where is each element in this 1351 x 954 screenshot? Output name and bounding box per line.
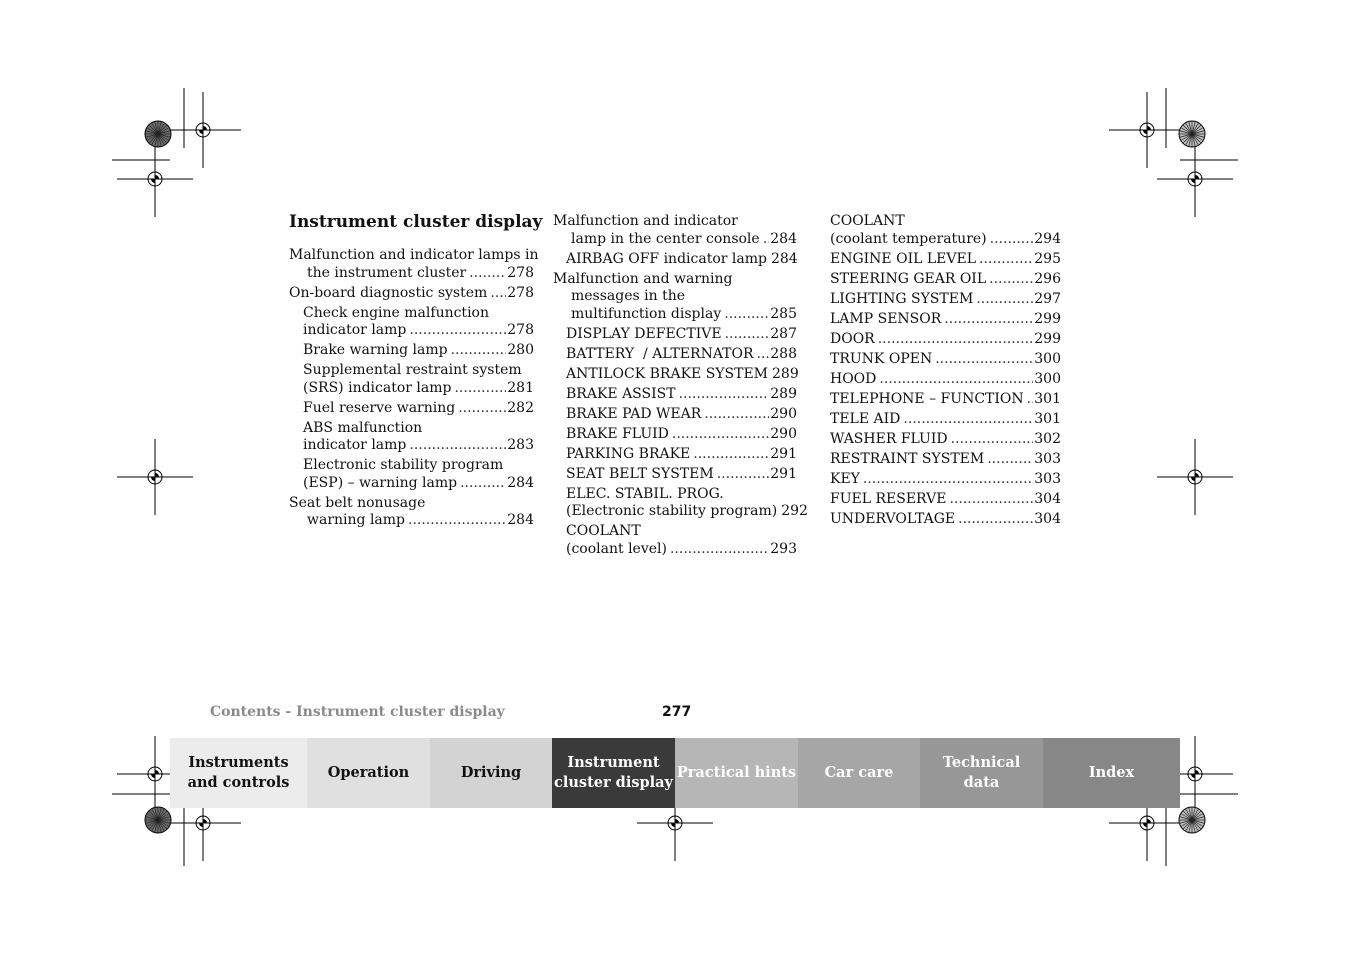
index-entry-text: (ESP) – warning lamp bbox=[303, 474, 458, 491]
index-entry-text: On-board diagnostic system bbox=[289, 284, 488, 301]
index-entry-line bbox=[830, 491, 1061, 509]
index-entry bbox=[553, 251, 797, 269]
registration-target-icon bbox=[165, 92, 241, 168]
index-entry bbox=[553, 426, 797, 444]
index-entry-line bbox=[830, 471, 1061, 489]
dot-leader bbox=[876, 371, 1033, 389]
index-entry-line bbox=[553, 271, 797, 289]
index-entry-line bbox=[830, 351, 1061, 369]
index-page-ref[interactable]: 295 bbox=[1034, 250, 1061, 267]
index-column-3 bbox=[830, 213, 1061, 531]
index-entry-line bbox=[566, 251, 797, 269]
index-page-ref[interactable]: 292 bbox=[781, 503, 808, 519]
index-page-ref[interactable]: 281 bbox=[507, 379, 534, 396]
index-page-ref[interactable]: 299 bbox=[1034, 310, 1061, 327]
dot-leader bbox=[754, 346, 770, 364]
index-entry-text: PARKING BRAKE bbox=[566, 445, 691, 462]
index-page-ref[interactable]: 301 bbox=[1034, 410, 1061, 427]
index-entry bbox=[553, 366, 797, 384]
index-column-1 bbox=[289, 247, 539, 532]
index-entry-line bbox=[303, 400, 534, 418]
index-entry bbox=[553, 485, 808, 521]
index-entry-text: STEERING GEAR OIL bbox=[830, 270, 987, 287]
registration-target-icon bbox=[1109, 92, 1185, 168]
index-entry-line bbox=[566, 346, 797, 364]
dot-leader bbox=[973, 291, 1033, 309]
dot-leader bbox=[986, 271, 1033, 289]
index-entry bbox=[830, 451, 1061, 469]
dot-leader bbox=[455, 400, 506, 418]
index-entry-line bbox=[289, 495, 534, 513]
index-entry-text: KEY bbox=[830, 470, 860, 487]
page-title: Instrument cluster display bbox=[289, 212, 543, 232]
index-entry bbox=[830, 371, 1061, 389]
index-entry-line bbox=[830, 271, 1061, 289]
tab-instrument-cluster-display[interactable] bbox=[552, 738, 675, 808]
index-entry-line bbox=[830, 411, 1061, 429]
index-entry-line bbox=[566, 426, 797, 444]
index-entry bbox=[830, 431, 1061, 449]
index-entry bbox=[553, 326, 797, 344]
index-entry-line bbox=[830, 291, 1061, 309]
index-page-ref[interactable]: 299 bbox=[1034, 330, 1061, 347]
index-page-ref[interactable]: 285 bbox=[770, 305, 797, 322]
dot-leader bbox=[860, 471, 1033, 489]
index-entry-text: indicator lamp bbox=[303, 322, 407, 338]
index-entry bbox=[289, 457, 534, 492]
index-entry-text: TRUNK OPEN bbox=[830, 350, 933, 367]
index-entry bbox=[830, 351, 1061, 369]
dot-leader bbox=[721, 306, 769, 324]
tab-label: Index bbox=[1088, 764, 1135, 781]
index-entry-text: ENGINE OIL LEVEL bbox=[830, 250, 977, 267]
index-page-ref[interactable]: 291 bbox=[770, 465, 797, 482]
color-star-target-icon bbox=[1179, 807, 1205, 833]
index-page-ref[interactable]: 280 bbox=[507, 342, 534, 358]
index-entry-line bbox=[566, 503, 808, 521]
index-page-ref[interactable]: 287 bbox=[770, 325, 797, 342]
index-page-ref[interactable]: 303 bbox=[1034, 470, 1061, 487]
index-entry-line bbox=[553, 231, 797, 249]
dot-leader bbox=[667, 541, 769, 559]
index-page-ref[interactable]: 290 bbox=[770, 405, 797, 422]
index-entry-line bbox=[553, 213, 797, 231]
index-entry bbox=[830, 331, 1061, 349]
index-page-ref[interactable]: 283 bbox=[507, 437, 534, 453]
index-page-ref[interactable]: 300 bbox=[1034, 370, 1061, 387]
index-entry bbox=[289, 247, 539, 282]
color-star-target-icon bbox=[1179, 121, 1205, 147]
index-entry-line bbox=[303, 322, 534, 340]
dot-leader bbox=[676, 386, 770, 404]
index-entry bbox=[289, 305, 534, 340]
index-entry-text: the instrument cluster bbox=[307, 264, 467, 281]
index-entry-text: COOLANT bbox=[566, 523, 641, 539]
tab-label: Driving bbox=[460, 764, 522, 781]
index-page-ref[interactable]: 284 bbox=[507, 474, 534, 491]
index-entry-line bbox=[830, 431, 1061, 449]
index-entry-text: messages in the bbox=[571, 288, 686, 304]
index-entry-line bbox=[830, 371, 1061, 389]
dot-leader bbox=[948, 431, 1034, 449]
tab-label: Car care bbox=[824, 764, 894, 781]
index-entry-line bbox=[566, 523, 797, 541]
index-entry-text: WASHER FLUID bbox=[830, 430, 948, 447]
index-entry bbox=[830, 511, 1061, 529]
index-entry-line bbox=[566, 486, 797, 504]
index-entry-line bbox=[566, 466, 797, 484]
index-entry bbox=[830, 251, 1061, 269]
index-entry-line bbox=[830, 251, 1061, 269]
color-star-target-icon bbox=[145, 807, 171, 833]
index-entry bbox=[553, 346, 797, 364]
index-entry-line bbox=[289, 285, 534, 303]
dot-leader bbox=[976, 251, 1033, 269]
index-entry-line bbox=[303, 342, 534, 360]
index-entry-text: BRAKE PAD WEAR bbox=[566, 405, 702, 422]
index-entry bbox=[830, 471, 1061, 489]
index-entry-line bbox=[553, 306, 797, 324]
dot-leader bbox=[405, 512, 506, 530]
index-entry-text: FUEL RESERVE bbox=[830, 490, 947, 507]
index-page-ref[interactable]: 297 bbox=[1034, 290, 1061, 307]
tab-practical-hints[interactable] bbox=[675, 738, 798, 808]
index-entry-text: ABS malfunction bbox=[303, 419, 423, 436]
tab-car-care[interactable] bbox=[798, 738, 920, 808]
index-entry-text: indicator lamp bbox=[303, 437, 407, 453]
index-entry-text: Fuel reserve warning bbox=[303, 399, 456, 416]
index-entry bbox=[830, 491, 1061, 509]
index-entry-line bbox=[303, 457, 534, 475]
index-entry bbox=[289, 495, 534, 530]
dot-leader bbox=[406, 322, 506, 340]
index-entry-text: Electronic stability program bbox=[303, 457, 504, 473]
tab-operation[interactable] bbox=[307, 738, 430, 808]
tab-technical-data[interactable] bbox=[920, 738, 1043, 808]
index-page-ref[interactable]: 289 bbox=[772, 365, 799, 382]
index-page-ref[interactable]: 278 bbox=[507, 322, 534, 338]
index-page-ref[interactable]: 278 bbox=[507, 284, 534, 301]
dot-leader bbox=[875, 331, 1034, 349]
color-star-target-icon bbox=[145, 121, 171, 147]
dot-leader bbox=[900, 411, 1033, 429]
dot-leader bbox=[669, 426, 769, 444]
index-entry bbox=[289, 285, 534, 303]
index-entry-text: Seat belt nonusage bbox=[289, 494, 426, 511]
index-entry-line bbox=[830, 511, 1061, 529]
tab-index[interactable] bbox=[1043, 738, 1180, 808]
index-entry-line bbox=[303, 362, 534, 380]
registration-target-icon bbox=[1157, 141, 1233, 217]
dot-leader bbox=[722, 326, 770, 344]
index-entry-text: BATTERY / ALTERNATOR bbox=[566, 345, 754, 362]
index-page-ref[interactable]: 278 bbox=[507, 264, 534, 281]
tab-label: Instrument cluster display bbox=[554, 754, 673, 791]
index-entry-line bbox=[830, 231, 1061, 249]
index-entry-line bbox=[566, 541, 797, 559]
registration-target-icon bbox=[1157, 439, 1233, 515]
index-page-ref[interactable]: 284 bbox=[770, 230, 797, 247]
index-entry-text: (coolant level) bbox=[566, 540, 667, 557]
index-entry bbox=[289, 400, 534, 418]
index-entry-text: LIGHTING SYSTEM bbox=[830, 290, 974, 307]
index-entry-line bbox=[289, 247, 539, 265]
dot-leader bbox=[955, 511, 1033, 529]
index-entry bbox=[553, 386, 797, 404]
index-entry bbox=[289, 420, 534, 455]
index-page-ref[interactable]: 291 bbox=[770, 445, 797, 462]
index-entry-line bbox=[830, 331, 1061, 349]
index-entry-line bbox=[566, 326, 797, 344]
tab-label: Practical hints bbox=[676, 764, 797, 781]
index-entry-text: UNDERVOLTAGE bbox=[830, 510, 956, 527]
dot-leader bbox=[1024, 391, 1034, 409]
index-entry-text: DISPLAY DEFECTIVE bbox=[566, 325, 722, 342]
dot-leader bbox=[466, 265, 506, 283]
index-page-ref[interactable]: 304 bbox=[1034, 490, 1061, 507]
index-entry bbox=[553, 523, 797, 558]
index-entry-text: TELE AID bbox=[830, 410, 901, 427]
index-entry-line bbox=[553, 288, 797, 306]
index-entry-line bbox=[830, 213, 1061, 231]
index-entry bbox=[289, 342, 534, 360]
index-page-ref[interactable]: 296 bbox=[1034, 270, 1061, 287]
index-page-ref[interactable]: 302 bbox=[1034, 430, 1061, 447]
page-number: 277 bbox=[662, 704, 692, 720]
index-page-ref[interactable]: 301 bbox=[1034, 390, 1061, 407]
index-entry bbox=[553, 213, 797, 248]
index-entry-text: Check engine malfunction bbox=[303, 304, 489, 321]
index-entry-text: LAMP SENSOR bbox=[830, 310, 942, 327]
index-entry-text: COOLANT bbox=[830, 213, 905, 229]
dot-leader bbox=[760, 231, 770, 249]
index-entry bbox=[553, 406, 797, 424]
index-page-ref[interactable]: 300 bbox=[1034, 350, 1061, 367]
index-page-ref[interactable]: 304 bbox=[1034, 510, 1061, 527]
index-entry-line bbox=[303, 420, 534, 438]
index-entry bbox=[553, 271, 797, 324]
index-page-ref[interactable]: 290 bbox=[770, 425, 797, 442]
index-entry bbox=[830, 213, 1061, 248]
tab-label: Technical data bbox=[942, 754, 1021, 791]
tab-driving[interactable] bbox=[430, 738, 552, 808]
index-entry-line bbox=[830, 391, 1061, 409]
registration-target-icon bbox=[117, 141, 193, 217]
index-page-ref[interactable]: 294 bbox=[1034, 230, 1061, 247]
index-entry-text: ANTILOCK BRAKE SYSTEM bbox=[566, 365, 769, 382]
index-entry-line bbox=[830, 311, 1061, 329]
index-entry-text: Malfunction and indicator bbox=[553, 213, 738, 229]
index-entry-text: (coolant temperature) bbox=[830, 230, 987, 247]
index-page-ref[interactable]: 289 bbox=[770, 385, 797, 402]
index-entry-line bbox=[303, 380, 534, 398]
tab-label: Instruments and controls bbox=[187, 754, 290, 791]
index-page-ref[interactable]: 284 bbox=[507, 512, 534, 528]
dot-leader bbox=[487, 285, 506, 303]
dot-leader bbox=[457, 475, 506, 493]
index-entry bbox=[830, 291, 1061, 309]
index-entry bbox=[830, 391, 1061, 409]
index-entry-line bbox=[830, 451, 1061, 469]
index-entry-text: Malfunction and warning bbox=[553, 270, 733, 287]
index-entry-text: Supplemental restraint system bbox=[303, 362, 522, 378]
index-entry-text: RESTRAINT SYSTEM bbox=[830, 450, 985, 467]
registration-target-icon bbox=[117, 439, 193, 515]
index-entry-text: multifunction display bbox=[571, 305, 722, 322]
section-tab-bar bbox=[170, 738, 1180, 808]
index-page-ref[interactable]: 284 bbox=[770, 250, 798, 267]
dot-leader bbox=[406, 437, 506, 455]
index-entry-text: DOOR bbox=[830, 330, 875, 347]
index-entry-line bbox=[566, 446, 797, 464]
index-entry-text: warning lamp bbox=[307, 512, 406, 528]
index-entry bbox=[553, 446, 797, 464]
index-entry-text: Brake warning lamp bbox=[303, 342, 448, 358]
index-entry bbox=[830, 411, 1061, 429]
dot-leader bbox=[451, 380, 506, 398]
index-entry-line bbox=[289, 265, 534, 283]
index-entry-line bbox=[303, 305, 534, 323]
index-entry-line bbox=[289, 512, 534, 530]
index-page-ref[interactable]: 303 bbox=[1034, 450, 1061, 467]
index-page-ref[interactable]: 288 bbox=[770, 345, 797, 362]
index-entry-text: BRAKE FLUID bbox=[566, 425, 669, 442]
dot-leader bbox=[448, 342, 507, 360]
dot-leader bbox=[987, 231, 1034, 249]
tab-instruments-and-controls[interactable] bbox=[170, 738, 307, 808]
index-entry-text: lamp in the center console bbox=[571, 230, 760, 247]
dot-leader bbox=[984, 451, 1033, 469]
index-entry-line bbox=[566, 386, 797, 404]
index-column-2 bbox=[553, 213, 808, 561]
index-entry-text: (Electronic stability program) bbox=[566, 503, 778, 519]
index-entry-line bbox=[566, 406, 797, 424]
index-entry-text: ELEC. STABIL. PROG. bbox=[566, 485, 724, 502]
index-entry-text: (SRS) indicator lamp bbox=[303, 379, 452, 396]
index-entry-text: SEAT BELT SYSTEM bbox=[566, 465, 714, 482]
index-entry-text: TELEPHONE – FUNCTION bbox=[830, 390, 1024, 407]
tab-label: Operation bbox=[327, 764, 410, 781]
dot-leader bbox=[714, 466, 770, 484]
index-entry-text: BRAKE ASSIST bbox=[566, 385, 676, 402]
index-entry-line bbox=[566, 366, 797, 384]
dot-leader bbox=[932, 351, 1033, 369]
dot-leader bbox=[946, 491, 1033, 509]
index-entry-text: HOOD bbox=[830, 370, 877, 387]
index-entry bbox=[289, 362, 534, 397]
dot-leader bbox=[701, 406, 769, 424]
dot-leader bbox=[941, 311, 1033, 329]
index-entry-line bbox=[303, 437, 534, 455]
index-page-ref[interactable]: 282 bbox=[507, 399, 534, 416]
footer-section-label: Contents - Instrument cluster display bbox=[210, 704, 505, 720]
index-entry-text: AIRBAG OFF indicator lamp bbox=[566, 250, 767, 267]
index-entry-text: Malfunction and indicator lamps in bbox=[289, 247, 539, 263]
index-entry bbox=[553, 466, 797, 484]
index-entry bbox=[830, 271, 1061, 289]
dot-leader bbox=[690, 446, 769, 464]
index-entry bbox=[830, 311, 1061, 329]
index-entry-line bbox=[303, 475, 534, 493]
index-page-ref[interactable]: 293 bbox=[770, 540, 797, 557]
